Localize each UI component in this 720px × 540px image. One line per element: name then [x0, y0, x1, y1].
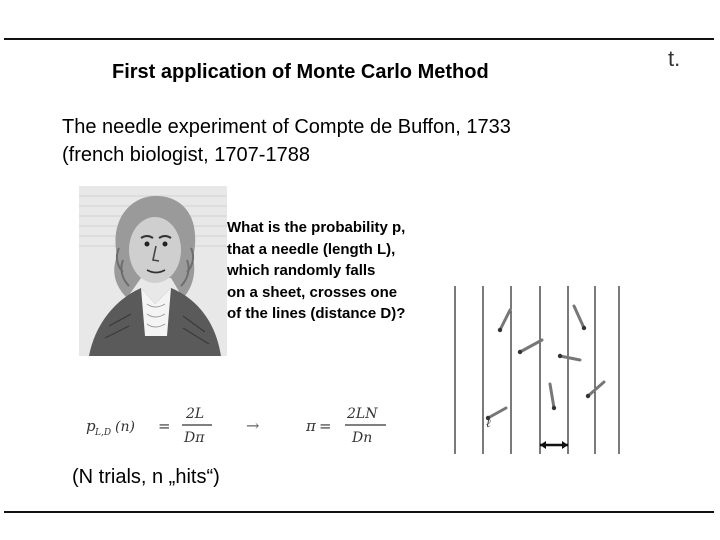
- intro-line-2: (french biologist, 1707-1788: [62, 144, 310, 166]
- formula-denominator-2: Dn: [352, 430, 373, 446]
- question-line: of the lines (distance D)?: [227, 305, 406, 322]
- needle-length-label: ℓ: [486, 417, 491, 430]
- formula-numerator-1: 2L: [186, 406, 205, 422]
- question-text: [227, 217, 405, 325]
- needles: [488, 306, 604, 418]
- probability-formula: [86, 396, 406, 452]
- formula-numerator-2: 2LN: [347, 406, 378, 422]
- formula-denominator-1: Dπ: [184, 430, 205, 446]
- intro-text: [62, 113, 511, 169]
- question-line: on a sheet, crosses one: [227, 283, 398, 301]
- formula-equals-1: =: [158, 417, 171, 435]
- question-line: What is the probability p,: [227, 219, 406, 236]
- bottom-rule: [4, 511, 714, 513]
- slide-title: First application of Monte Carlo Method: [112, 61, 489, 83]
- top-rule: [4, 38, 714, 40]
- corner-mark: t.: [668, 46, 681, 71]
- formula-equals-2: =: [319, 417, 332, 435]
- formula-lhs-argument: (n): [115, 419, 135, 435]
- formula-lhs: p: [86, 417, 96, 435]
- distance-marker: [540, 441, 568, 449]
- trials-note: (N trials, n „hits“): [72, 466, 220, 488]
- buffon-portrait: [79, 186, 227, 356]
- question-line: which randomly falls: [227, 262, 376, 279]
- formula-pi: π: [306, 417, 316, 435]
- formula-lhs-subscript: L,D: [95, 428, 112, 438]
- needle-diagram: [448, 284, 628, 456]
- formula-arrow: →: [246, 416, 260, 435]
- intro-line-1: The needle experiment of Compte de Buffon, 1733: [62, 116, 511, 138]
- question-line: that a needle (length L),: [227, 240, 396, 258]
- parallel-lines: [455, 286, 619, 454]
